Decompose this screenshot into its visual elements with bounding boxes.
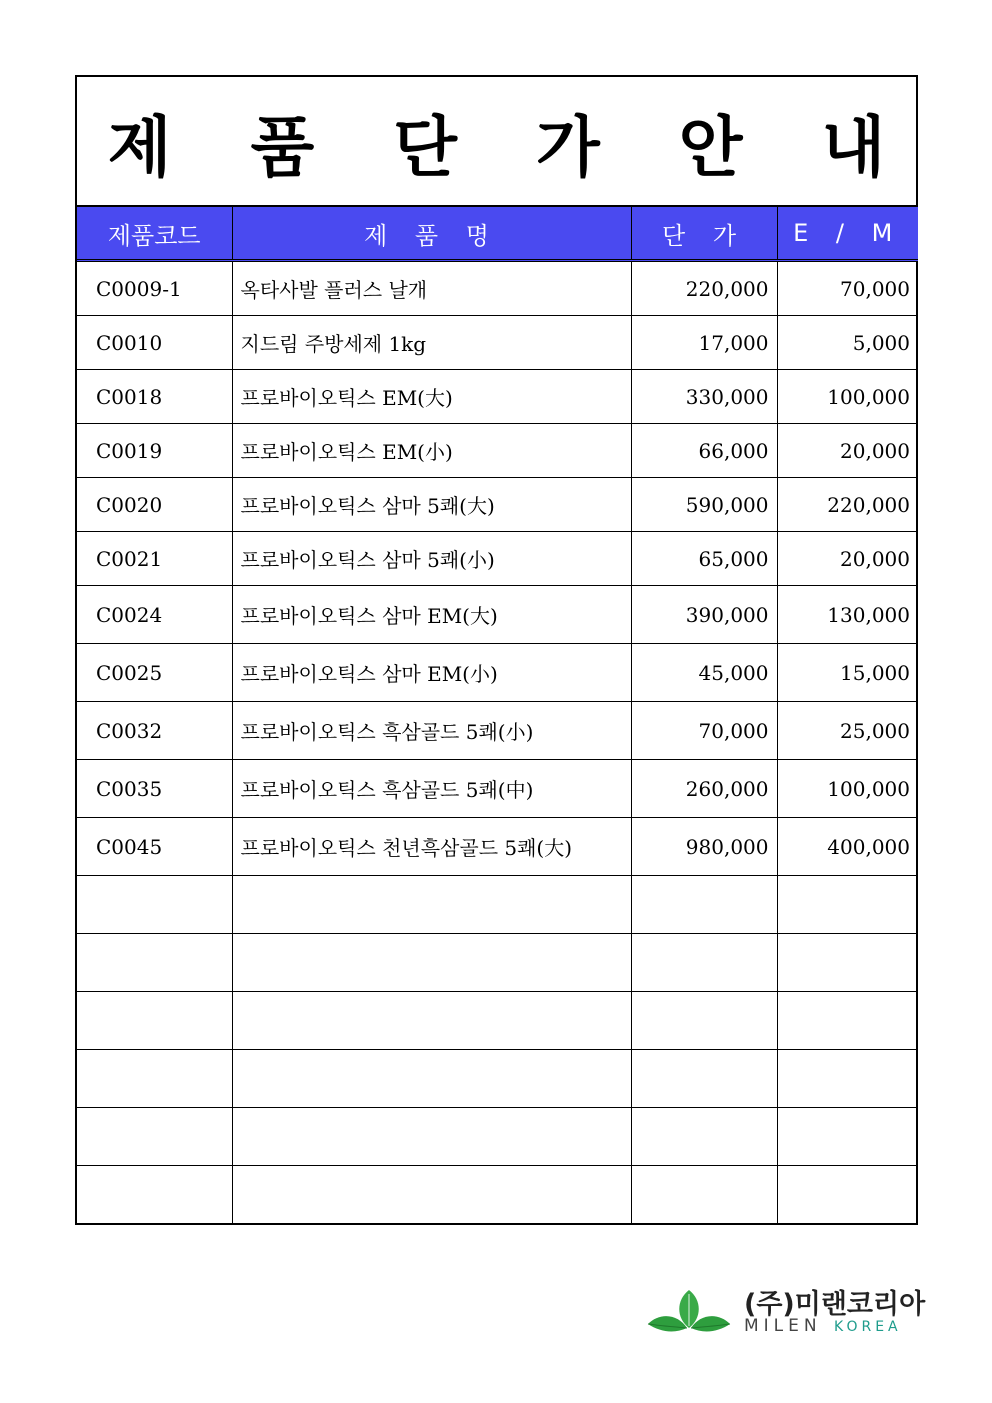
table-row <box>77 261 918 316</box>
price-sheet <box>75 75 918 1225</box>
page-title: 제 품 단 가 안 내 <box>107 108 914 186</box>
cell-price <box>631 992 777 1050</box>
table-row <box>77 818 918 876</box>
cell-code: C0010 <box>77 316 232 370</box>
cell-price: 590,000 <box>631 478 777 532</box>
cell-code: C0025 <box>77 644 232 702</box>
cell-em: 15,000 <box>777 644 918 702</box>
cell-em <box>777 934 918 992</box>
cell-price: 17,000 <box>631 316 777 370</box>
cell-price: 66,000 <box>631 424 777 478</box>
empty-row <box>77 992 918 1050</box>
cell-price: 220,000 <box>631 261 777 316</box>
cell-code <box>77 934 232 992</box>
cell-code: C0018 <box>77 370 232 424</box>
table-header <box>77 207 918 261</box>
cell-em <box>777 1050 918 1108</box>
cell-code <box>77 1050 232 1108</box>
table-row <box>77 532 918 586</box>
cell-em <box>777 1166 918 1224</box>
empty-row <box>77 934 918 992</box>
cell-name: 지드림 주방세제 1kg <box>232 316 631 370</box>
company-logo <box>646 1282 946 1342</box>
cell-em: 130,000 <box>777 586 918 644</box>
table-row <box>77 478 918 532</box>
cell-price: 390,000 <box>631 586 777 644</box>
cell-price <box>631 1108 777 1166</box>
cell-name: 프로바이오틱스 삼마 5쾌(小) <box>232 532 631 586</box>
cell-code: C0045 <box>77 818 232 876</box>
empty-row <box>77 1166 918 1224</box>
cell-code: C0024 <box>77 586 232 644</box>
cell-em: 100,000 <box>777 760 918 818</box>
cell-name: 프로바이오틱스 EM(小) <box>232 424 631 478</box>
cell-em: 400,000 <box>777 818 918 876</box>
cell-em <box>777 1108 918 1166</box>
cell-em: 70,000 <box>777 261 918 316</box>
leaf-logo-icon <box>646 1284 732 1338</box>
cell-name: 프로바이오틱스 천년흑삼골드 5쾌(大) <box>232 818 631 876</box>
cell-name <box>232 1108 631 1166</box>
cell-em: 100,000 <box>777 370 918 424</box>
cell-price <box>631 1166 777 1224</box>
cell-em: 20,000 <box>777 424 918 478</box>
cell-name: 프로바이오틱스 삼마 5쾌(大) <box>232 478 631 532</box>
company-name-ko: (주)미랜코리아 <box>744 1289 926 1320</box>
cell-name: 프로바이오틱스 삼마 EM(小) <box>232 644 631 702</box>
cell-name <box>232 1050 631 1108</box>
cell-code <box>77 1166 232 1224</box>
header-name: 제 품 명 <box>232 207 631 261</box>
cell-name: 프로바이오틱스 삼마 EM(大) <box>232 586 631 644</box>
price-table <box>77 207 918 1223</box>
table-row <box>77 370 918 424</box>
cell-price <box>631 934 777 992</box>
cell-price: 260,000 <box>631 760 777 818</box>
header-em: E / M <box>777 207 918 261</box>
cell-name: 프로바이오틱스 흑삼골드 5쾌(中) <box>232 760 631 818</box>
cell-price <box>631 876 777 934</box>
cell-price <box>631 1050 777 1108</box>
cell-code <box>77 1108 232 1166</box>
cell-em: 220,000 <box>777 478 918 532</box>
company-name-en <box>744 1316 902 1336</box>
cell-code <box>77 876 232 934</box>
cell-em: 5,000 <box>777 316 918 370</box>
cell-name: 프로바이오틱스 흑삼골드 5쾌(小) <box>232 702 631 760</box>
empty-row <box>77 1108 918 1166</box>
table-row <box>77 586 918 644</box>
cell-name <box>232 992 631 1050</box>
company-name-en-milen: MILEN <box>744 1316 822 1336</box>
cell-code: C0020 <box>77 478 232 532</box>
cell-name <box>232 1166 631 1224</box>
company-name-en-korea: KOREA <box>834 1319 902 1335</box>
cell-em: 20,000 <box>777 532 918 586</box>
cell-name: 옥타사발 플러스 날개 <box>232 261 631 316</box>
cell-code: C0021 <box>77 532 232 586</box>
header-price: 단 가 <box>631 207 777 261</box>
cell-code: C0019 <box>77 424 232 478</box>
table-row <box>77 702 918 760</box>
cell-name <box>232 934 631 992</box>
cell-code: C0009-1 <box>77 261 232 316</box>
cell-em: 25,000 <box>777 702 918 760</box>
cell-price: 65,000 <box>631 532 777 586</box>
header-code: 제품코드 <box>77 207 232 261</box>
table-body <box>77 261 918 1224</box>
cell-price: 980,000 <box>631 818 777 876</box>
cell-name <box>232 876 631 934</box>
cell-code: C0032 <box>77 702 232 760</box>
cell-name: 프로바이오틱스 EM(大) <box>232 370 631 424</box>
empty-row <box>77 1050 918 1108</box>
table-row <box>77 424 918 478</box>
cell-code <box>77 992 232 1050</box>
cell-code: C0035 <box>77 760 232 818</box>
cell-em <box>777 876 918 934</box>
table-row <box>77 316 918 370</box>
table-row <box>77 644 918 702</box>
table-row <box>77 760 918 818</box>
cell-price: 45,000 <box>631 644 777 702</box>
cell-price: 330,000 <box>631 370 777 424</box>
empty-row <box>77 876 918 934</box>
title-box <box>77 77 916 207</box>
cell-em <box>777 992 918 1050</box>
cell-price: 70,000 <box>631 702 777 760</box>
